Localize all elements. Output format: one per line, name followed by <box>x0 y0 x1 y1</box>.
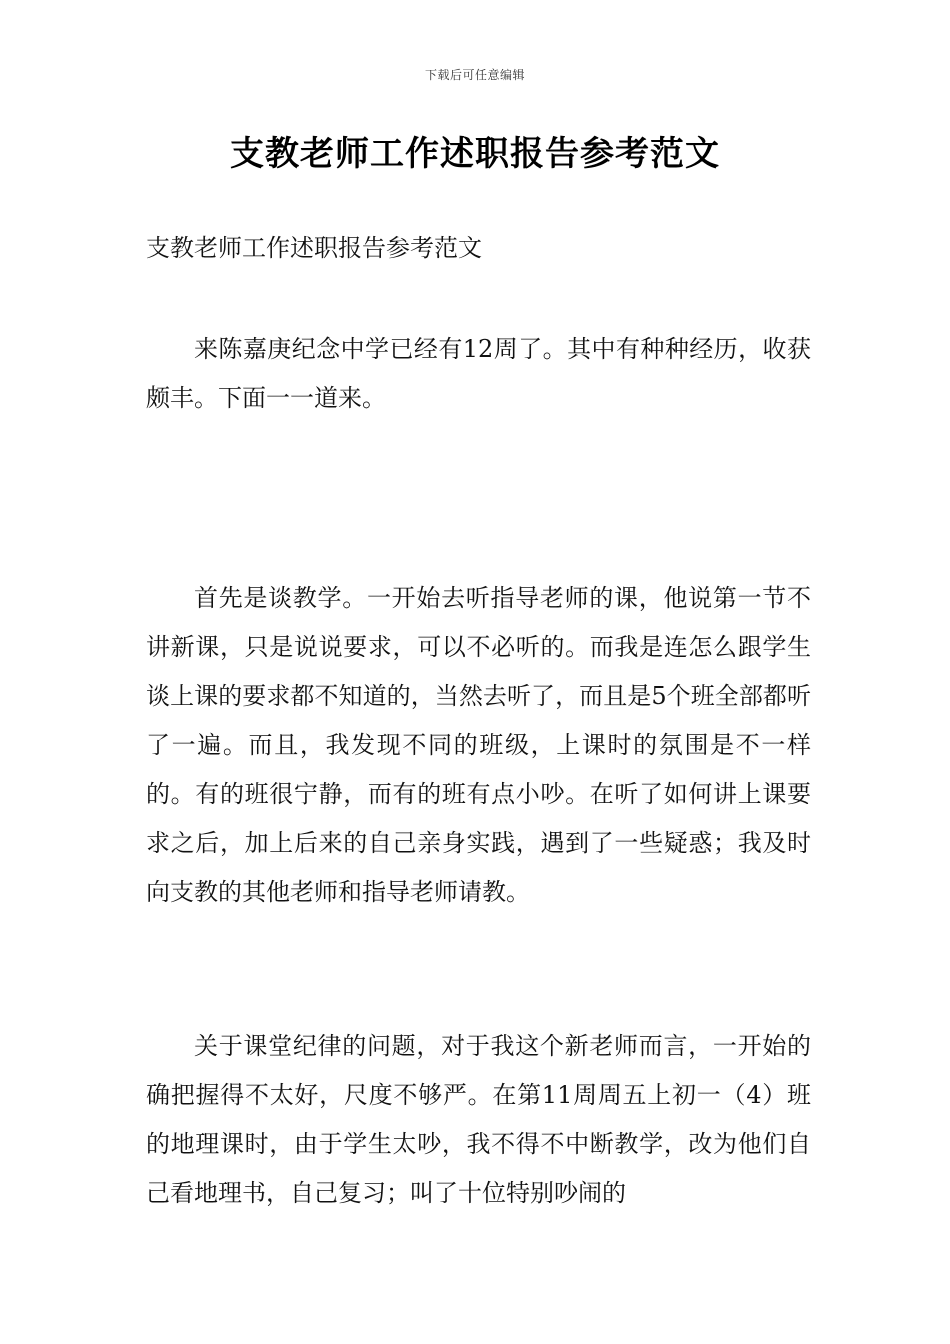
paragraph-intro: 来陈嘉庚纪念中学已经有12周了。其中有种种经历，收获颇丰。下面一一道来。 <box>146 335 811 412</box>
header-note: 下载后可任意编辑 <box>424 68 525 82</box>
document-subtitle: 支教老师工作述职报告参考范文 <box>146 234 482 262</box>
document-title: 支教老师工作述职报告参考范文 <box>230 134 720 174</box>
paragraph-teaching: 首先是谈教学。一开始去听指导老师的课，他说第一节不讲新课，只是说说要求，可以不必听的。而我是连怎么跟学生谈上课的要求都不知道的，当然去听了，而且是5个班全部都听了一遍。而且，我发现不同的班级，上课时的氛围是不一样的。有的班很宁静，而有的班有点小吵。在听了如何讲上课要求之后，加上后来的自己亲身实践，遇到了一些疑惑；我及时向支教的其他老师和指导老师请教。 <box>146 584 811 906</box>
paragraph-discipline: 关于课堂纪律的问题，对于我这个新老师而言，一开始的确把握得不太好，尺度不够严。在第11周周五上初一（4）班的地理课时，由于学生太吵，我不得不中断教学，改为他们自己看地理书，自己复习；叫了十位特别吵闹的 <box>146 1032 811 1207</box>
